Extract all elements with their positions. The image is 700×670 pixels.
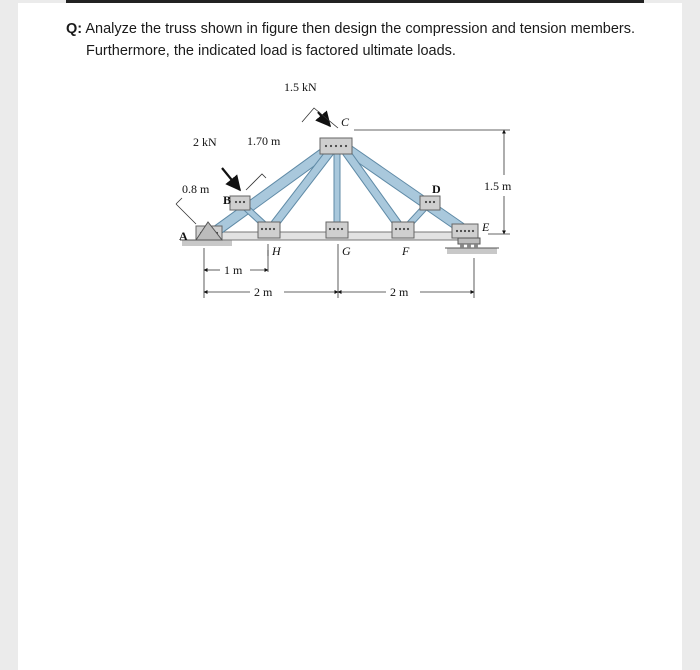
support-ground-right bbox=[445, 248, 499, 254]
joint-label-G: G bbox=[342, 244, 351, 258]
joint-label-D: D bbox=[432, 182, 441, 196]
question-label: Q: bbox=[66, 21, 83, 37]
joint-label-C: C bbox=[341, 115, 350, 129]
support-ground-left bbox=[180, 240, 234, 246]
dim-horizontal bbox=[204, 248, 474, 298]
question-line-1: Analyze the truss shown in figure then design the compression and tension members. bbox=[82, 21, 636, 37]
dim-label-2m-left: 2 m bbox=[254, 285, 273, 299]
load-arrow-top bbox=[318, 112, 330, 126]
dim-label-1m: 1 m bbox=[224, 263, 243, 277]
load-arrow-left bbox=[222, 168, 240, 190]
joint-label-E: E bbox=[482, 220, 490, 234]
dim-label-slant: 1.70 m bbox=[247, 134, 281, 148]
load-label-left: 2 kN bbox=[193, 135, 217, 149]
joint-label-A: A bbox=[179, 229, 188, 243]
joint-label-F: F bbox=[402, 244, 410, 258]
joint-label-H: H bbox=[272, 244, 281, 258]
load-label-top: 1.5 kN bbox=[284, 80, 317, 94]
member-CDE bbox=[340, 144, 470, 234]
dim-0.8m-guides bbox=[176, 198, 196, 224]
joint-label-B: B bbox=[223, 193, 232, 207]
dim-label-offset: 0.8 m bbox=[182, 182, 210, 196]
dim-label-height: 1.5 m bbox=[484, 179, 512, 193]
dim-label-2m-right: 2 m bbox=[390, 285, 409, 299]
question-line-2: Furthermore, the indicated load is factored ultimate loads. bbox=[86, 43, 456, 59]
support-roller-E bbox=[458, 238, 480, 248]
